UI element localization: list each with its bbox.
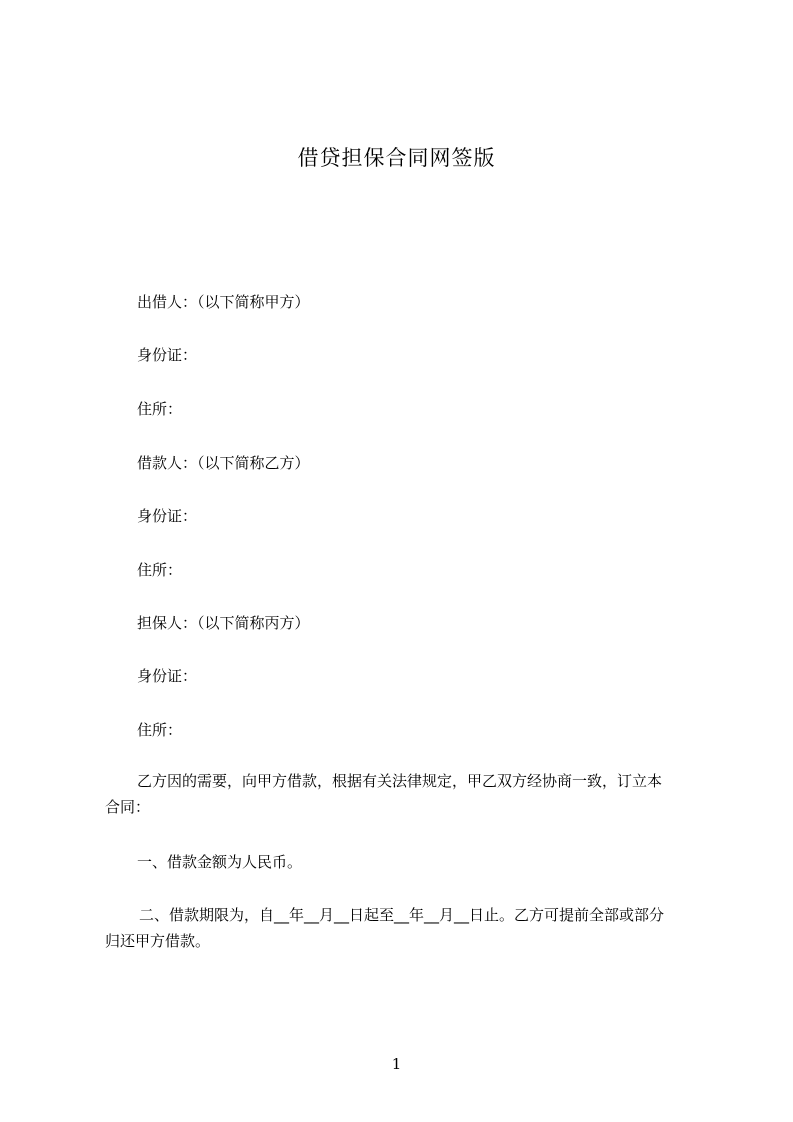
- lender-address-label: 住所：: [137, 400, 183, 418]
- page-number: 1: [391, 1055, 402, 1073]
- clause-2-paragraph: [105, 902, 705, 954]
- clause-2-line-2: 归还甲方借款。: [105, 932, 211, 950]
- intro-paragraph: [105, 768, 705, 820]
- clause-1: 一、借款金额为人民币。: [137, 853, 303, 871]
- document-title: 借贷担保合同网签版: [297, 146, 496, 170]
- lender-id-label: 身份证：: [137, 346, 198, 364]
- intro-line-1: 乙方因的需要，向甲方借款，根据有关法律规定，甲乙双方经协商一致，订立本: [137, 772, 663, 790]
- borrower-id-label: 身份证：: [137, 507, 198, 525]
- borrower-label: 借款人：（以下简称乙方）: [137, 454, 310, 472]
- lender-label: 出借人：（以下简称甲方）: [137, 293, 310, 311]
- guarantor-id-label: 身份证：: [137, 667, 198, 685]
- clause-2-line-1: 二、借款期限为，自__年__月__日起至__年__月__日止。乙方可提前全部或部分: [139, 906, 665, 924]
- guarantor-address-label: 住所：: [137, 721, 183, 739]
- intro-line-2: 合同：: [105, 798, 151, 816]
- guarantor-label: 担保人：（以下简称丙方）: [137, 614, 310, 632]
- borrower-address-label: 住所：: [137, 561, 183, 579]
